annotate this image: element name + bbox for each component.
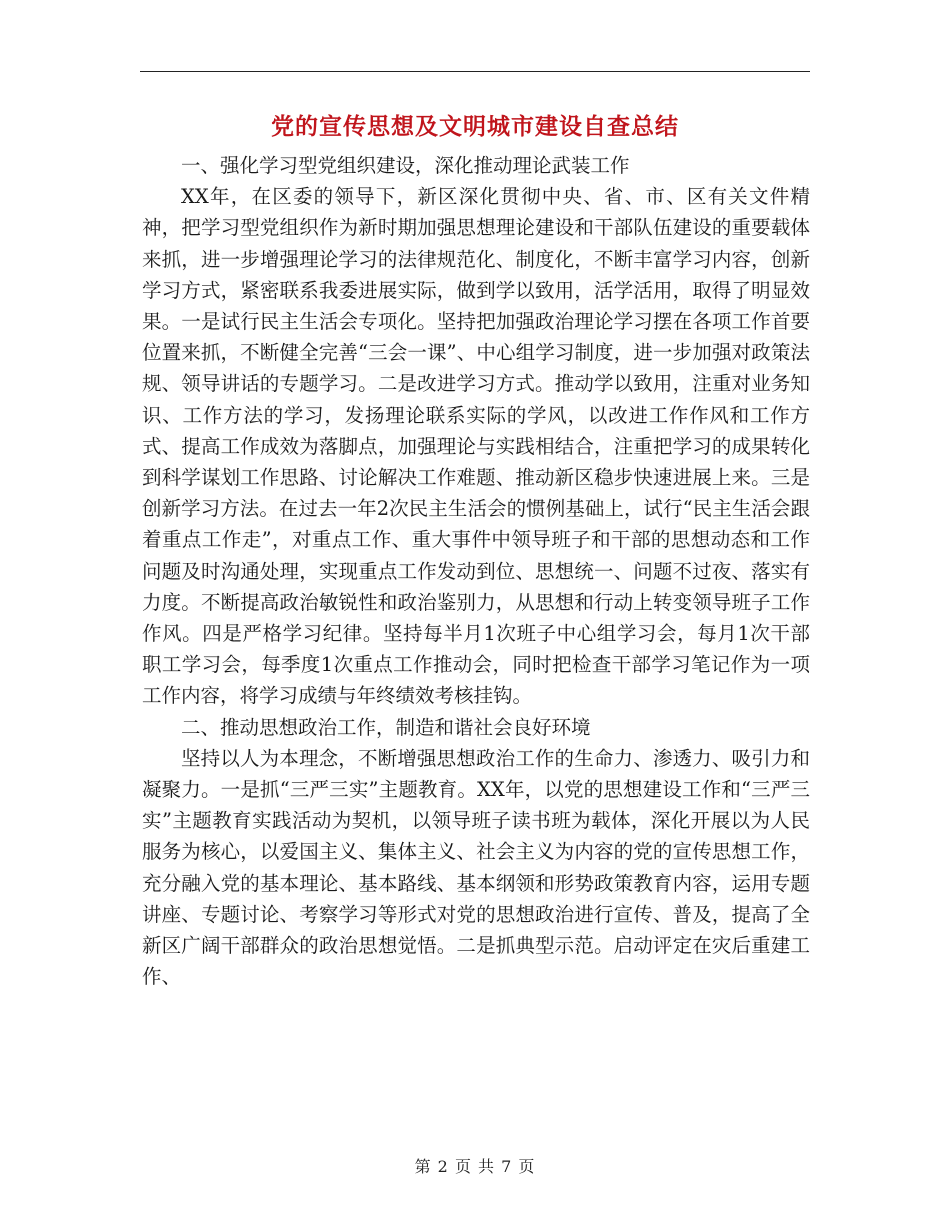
document-body [142,150,810,992]
section-heading-2: 二、推动思想政治工作，制造和谐社会良好环境 [181,715,591,739]
paragraph-1: XX年，在区委的领导下，新区深化贯彻中央、省、市、区有关文件精神，把学习型党组织作为新时期加强思想理论建设和干部队伍建设的重要载体来抓，进一步增强理论学习的法律规范化、制度化，不断丰富学习内容，创新学习方式，紧密联系我委进展实际，做到学以致用，活学活用，取得了明显效果。一是试行民主生活会专项化。坚持把加强政治理论学习摆在各项工作首要位置来抓，不断健全完善“三会一课”、中心组学习制度，进一步加强对政策法规、领导讲话的专题学习。二是改进学习方式。推动学以致用，注重对业务知识、工作方法的学习，发扬理论联系实际的学风，以改进工作作风和工作方式、提高工作成效为落脚点，加强理论与实践相结合，注重把学习的成果转化到科学谋划工作思路、讨论解决工作难题、推动新区稳步快速进展上来。三是创新学习方法。在过去一年2次民主生活会的惯例基础上，试行“民主生活会跟着重点工作走”，对重点工作、重大事件中领导班子和干部的思想动态和工作问题及时沟通处理，实现重点工作发动到位、思想统一、问题不过夜、落实有力度。不断提高政治敏锐性和政治鉴别力，从思想和行动上转变领导班子工作作风。四是严格学习纪律。坚持每半月1次班子中心组学习会，每月1次干部职工学习会，每季度1次重点工作推动会，同时把检查干部学习笔记作为一项工作内容，将学习成绩与年终绩效考核挂钩。 [142,185,810,708]
document-title: 党的宣传思想及文明城市建设自查总结 [271,113,679,140]
paragraph-2: 坚持以人为本理念，不断增强思想政治工作的生命力、渗透力、吸引力和凝聚力。一是抓“三严三实”主题教育。XX年，以党的思想建设工作和“三严三实”主题教育实践活动为契机，以领导班子读书班为载体，深化开展以为人民服务为核心，以爱国主义、集体主义、社会主义为内容的党的宣传思想工作，充分融入党的基本理论、基本路线、基本纲领和形势政策教育内容，运用专题讲座、专题讨论、考察学习等形式对党的思想政治进行宣传、普及，提高了全新区广阔干部群众的政治思想觉悟。二是抓典型示范。启动评定在灾后重建工作、 [142,746,810,989]
page-footer: 第 2 页 共 7 页 [414,1157,536,1176]
section-heading-1: 一、强化学习型党组织建设，深化推动理论武装工作 [181,154,630,177]
header-rule [140,71,810,72]
